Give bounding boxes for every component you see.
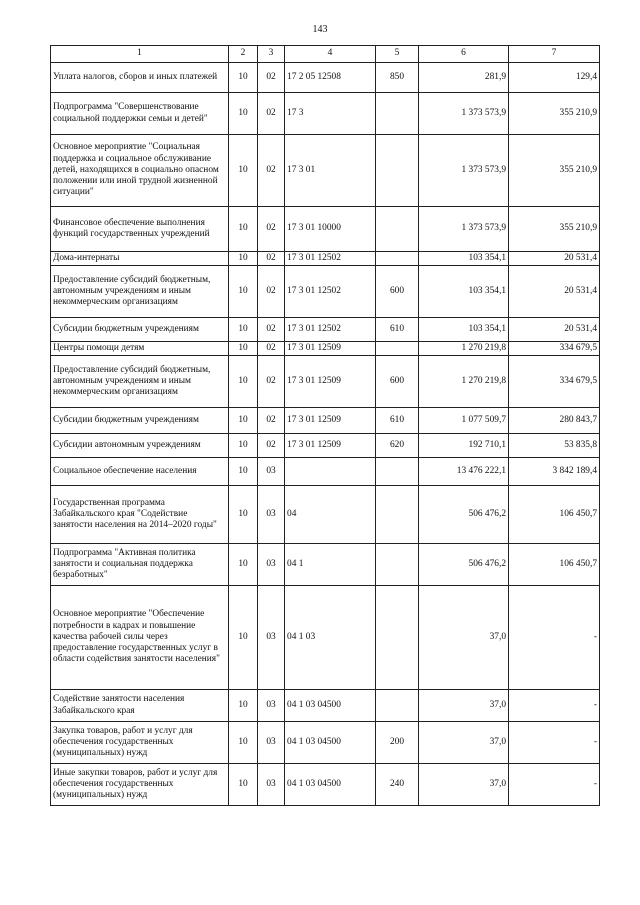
cell-target-article: 04	[285, 486, 376, 544]
cell-section: 10	[229, 434, 258, 458]
cell-amount-executed: 106 450,7	[509, 486, 600, 544]
cell-amount-total: 281,9	[419, 63, 509, 93]
cell-section: 10	[229, 342, 258, 356]
cell-amount-total: 192 710,1	[419, 434, 509, 458]
cell-amount-executed: 20 531,4	[509, 318, 600, 342]
cell-name: Подпрограмма "Совершенствование социальной поддержки семьи и детей"	[51, 93, 229, 135]
table-row	[51, 586, 600, 690]
cell-expense-type	[376, 486, 419, 544]
table-row	[51, 63, 600, 93]
cell-subsection: 03	[258, 486, 285, 544]
cell-section: 10	[229, 252, 258, 266]
cell-section: 10	[229, 408, 258, 434]
cell-section: 10	[229, 135, 258, 207]
table-row	[51, 207, 600, 252]
cell-target-article: 17 3 01 12509	[285, 408, 376, 434]
cell-name: Иные закупки товаров, работ и услуг для обеспечения государственных (муниципальных) нужд	[51, 764, 229, 806]
cell-amount-executed: 129,4	[509, 63, 600, 93]
cell-target-article: 17 3 01 12502	[285, 252, 376, 266]
cell-subsection: 02	[258, 356, 285, 408]
cell-amount-total: 1 373 573,9	[419, 93, 509, 135]
cell-amount-total: 13 476 222,1	[419, 458, 509, 486]
table-body	[51, 63, 600, 806]
cell-subsection: 03	[258, 690, 285, 722]
table-row	[51, 266, 600, 318]
cell-amount-total: 103 354,1	[419, 252, 509, 266]
table-row	[51, 544, 600, 586]
cell-target-article: 17 2 05 12508	[285, 63, 376, 93]
cell-amount-total: 37,0	[419, 764, 509, 806]
cell-amount-executed: 280 843,7	[509, 408, 600, 434]
cell-name: Содействие занятости населения Забайкальского края	[51, 690, 229, 722]
table-row	[51, 764, 600, 806]
cell-name: Дома-интернаты	[51, 252, 229, 266]
cell-amount-executed: 53 835,8	[509, 434, 600, 458]
cell-expense-type	[376, 342, 419, 356]
cell-section: 10	[229, 764, 258, 806]
cell-section: 10	[229, 266, 258, 318]
table-row	[51, 252, 600, 266]
cell-target-article: 04 1 03	[285, 586, 376, 690]
cell-expense-type: 200	[376, 722, 419, 764]
cell-name: Подпрограмма "Активная политика занятости и социальная поддержка безработных"	[51, 544, 229, 586]
cell-subsection: 03	[258, 544, 285, 586]
cell-target-article: 17 3	[285, 93, 376, 135]
cell-section: 10	[229, 207, 258, 252]
cell-amount-executed: -	[509, 722, 600, 764]
cell-section: 10	[229, 356, 258, 408]
cell-target-article: 17 3 01 12502	[285, 318, 376, 342]
cell-expense-type	[376, 207, 419, 252]
cell-target-article: 04 1 03 04500	[285, 722, 376, 764]
table-row	[51, 342, 600, 356]
table-row	[51, 135, 600, 207]
cell-amount-total: 1 270 219,8	[419, 342, 509, 356]
cell-name: Субсидии бюджетным учреждениям	[51, 408, 229, 434]
cell-amount-executed: 20 531,4	[509, 266, 600, 318]
cell-name: Предоставление субсидий бюджетным, автономным учреждениям и иным некоммерческим организациям	[51, 356, 229, 408]
table-row	[51, 318, 600, 342]
cell-amount-executed: 3 842 189,4	[509, 458, 600, 486]
cell-amount-total: 103 354,1	[419, 266, 509, 318]
cell-subsection: 02	[258, 342, 285, 356]
cell-target-article: 17 3 01	[285, 135, 376, 207]
cell-amount-executed: 355 210,9	[509, 93, 600, 135]
cell-name: Социальное обеспечение населения	[51, 458, 229, 486]
cell-subsection: 02	[258, 207, 285, 252]
cell-amount-executed: 355 210,9	[509, 135, 600, 207]
cell-expense-type	[376, 93, 419, 135]
cell-subsection: 02	[258, 252, 285, 266]
cell-expense-type: 610	[376, 408, 419, 434]
cell-amount-total: 103 354,1	[419, 318, 509, 342]
cell-name: Государственная программа Забайкальского края "Содействие занятости населения на 2014–2020 годы"	[51, 486, 229, 544]
cell-expense-type: 600	[376, 356, 419, 408]
cell-amount-executed: -	[509, 586, 600, 690]
cell-name: Финансовое обеспечение выполнения функций государственных учреждений	[51, 207, 229, 252]
cell-subsection: 02	[258, 266, 285, 318]
cell-amount-total: 1 077 509,7	[419, 408, 509, 434]
header-col-1: 1	[51, 46, 229, 63]
cell-amount-total: 506 476,2	[419, 544, 509, 586]
table-row	[51, 356, 600, 408]
cell-name: Основное мероприятие "Обеспечение потребности в кадрах и повышение качества рабочей силы через предоставление государственных услуг в области содействия занятости населения"	[51, 586, 229, 690]
header-col-3: 3	[258, 46, 285, 63]
page-number: 143	[312, 24, 328, 35]
cell-subsection: 03	[258, 764, 285, 806]
cell-expense-type: 610	[376, 318, 419, 342]
cell-subsection: 02	[258, 93, 285, 135]
cell-name: Центры помощи детям	[51, 342, 229, 356]
table-header-row	[51, 46, 600, 63]
cell-amount-executed: 20 531,4	[509, 252, 600, 266]
cell-amount-executed: 334 679,5	[509, 342, 600, 356]
cell-target-article: 04 1 03 04500	[285, 690, 376, 722]
cell-expense-type: 850	[376, 63, 419, 93]
cell-target-article: 17 3 01 12502	[285, 266, 376, 318]
budget-table	[50, 45, 600, 806]
table-row	[51, 722, 600, 764]
cell-amount-executed: 106 450,7	[509, 544, 600, 586]
cell-name: Основное мероприятие "Социальная поддержка и социальное обслуживание детей, находящихся в социально опасном положении или иной трудной жизненной ситуации"	[51, 135, 229, 207]
cell-subsection: 02	[258, 135, 285, 207]
cell-target-article	[285, 458, 376, 486]
cell-section: 10	[229, 93, 258, 135]
cell-section: 10	[229, 63, 258, 93]
table-row	[51, 486, 600, 544]
cell-expense-type	[376, 252, 419, 266]
cell-name: Уплата налогов, сборов и иных платежей	[51, 63, 229, 93]
cell-section: 10	[229, 486, 258, 544]
cell-expense-type	[376, 586, 419, 690]
table-row	[51, 408, 600, 434]
cell-section: 10	[229, 586, 258, 690]
cell-subsection: 02	[258, 63, 285, 93]
cell-amount-total: 1 270 219,8	[419, 356, 509, 408]
cell-section: 10	[229, 458, 258, 486]
cell-name: Субсидии бюджетным учреждениям	[51, 318, 229, 342]
cell-amount-total: 37,0	[419, 690, 509, 722]
cell-subsection: 02	[258, 318, 285, 342]
cell-expense-type	[376, 690, 419, 722]
cell-expense-type: 600	[376, 266, 419, 318]
cell-expense-type	[376, 544, 419, 586]
header-col-5: 5	[376, 46, 419, 63]
cell-subsection: 02	[258, 408, 285, 434]
cell-subsection: 03	[258, 586, 285, 690]
cell-amount-total: 37,0	[419, 722, 509, 764]
cell-expense-type	[376, 135, 419, 207]
cell-expense-type: 620	[376, 434, 419, 458]
header-col-6: 6	[419, 46, 509, 63]
cell-section: 10	[229, 318, 258, 342]
cell-amount-executed: 355 210,9	[509, 207, 600, 252]
table-row	[51, 434, 600, 458]
cell-subsection: 02	[258, 434, 285, 458]
cell-subsection: 03	[258, 722, 285, 764]
table-row	[51, 93, 600, 135]
cell-amount-total: 1 373 573,9	[419, 207, 509, 252]
header-col-7: 7	[509, 46, 600, 63]
cell-target-article: 17 3 01 12509	[285, 356, 376, 408]
table-row	[51, 458, 600, 486]
cell-expense-type	[376, 458, 419, 486]
cell-target-article: 17 3 01 12509	[285, 342, 376, 356]
cell-name: Субсидии автономным учреждениям	[51, 434, 229, 458]
cell-name: Закупка товаров, работ и услуг для обеспечения государственных (муниципальных) нужд	[51, 722, 229, 764]
cell-amount-executed: -	[509, 690, 600, 722]
cell-section: 10	[229, 544, 258, 586]
cell-name: Предоставление субсидий бюджетным, автономным учреждениям и иным некоммерческим организациям	[51, 266, 229, 318]
cell-amount-executed: -	[509, 764, 600, 806]
header-col-2: 2	[229, 46, 258, 63]
cell-target-article: 04 1 03 04500	[285, 764, 376, 806]
cell-amount-total: 1 373 573,9	[419, 135, 509, 207]
cell-amount-total: 37,0	[419, 586, 509, 690]
cell-target-article: 17 3 01 10000	[285, 207, 376, 252]
cell-target-article: 04 1	[285, 544, 376, 586]
cell-subsection: 03	[258, 458, 285, 486]
table-row	[51, 690, 600, 722]
cell-amount-total: 506 476,2	[419, 486, 509, 544]
cell-section: 10	[229, 690, 258, 722]
cell-amount-executed: 334 679,5	[509, 356, 600, 408]
cell-section: 10	[229, 722, 258, 764]
cell-target-article: 17 3 01 12509	[285, 434, 376, 458]
header-col-4: 4	[285, 46, 376, 63]
cell-expense-type: 240	[376, 764, 419, 806]
